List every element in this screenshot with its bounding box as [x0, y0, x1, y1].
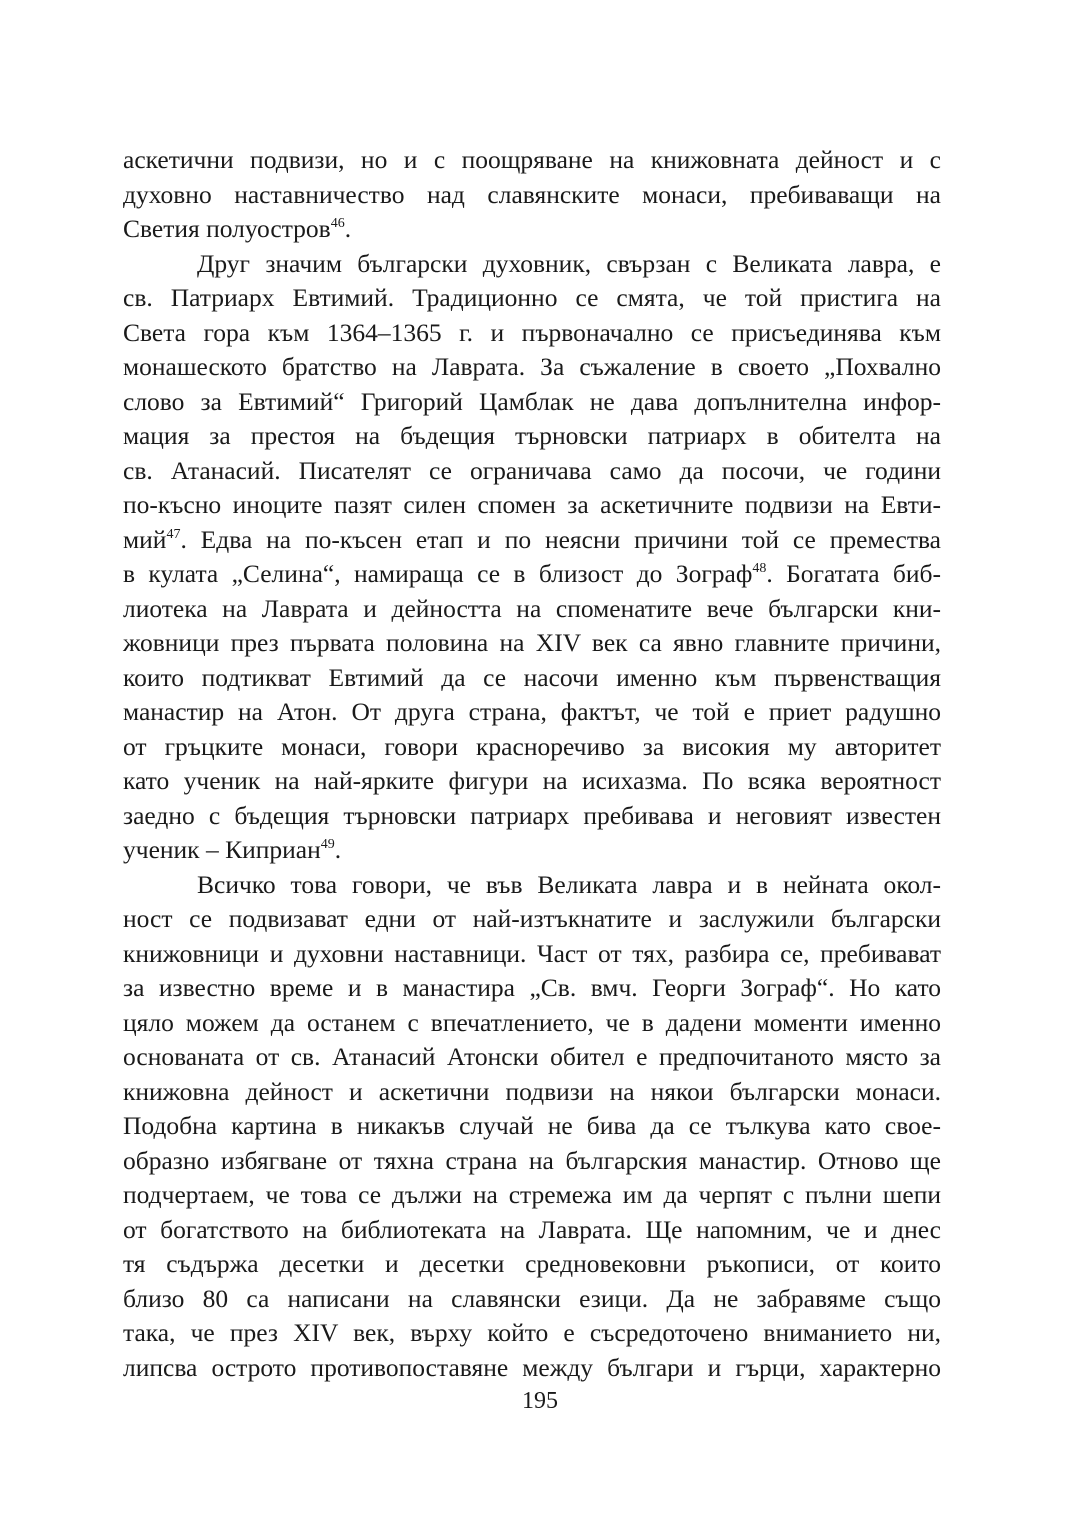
text-line-content: слово за Евтимий“ Григорий Цамблак не дава допълнителна инфор-	[123, 386, 941, 416]
text-line-content: монашеското братство на Лаврата. За съжаление в своето „Похвално	[123, 352, 941, 381]
text-line	[123, 695, 941, 730]
footnote-reference: 47	[166, 526, 181, 542]
text-line	[123, 1282, 941, 1317]
text-line	[123, 557, 941, 592]
text-line	[123, 316, 941, 351]
text-line-content: заедно с бъдещия търновски патриарх пребивава и неговият известен	[123, 800, 941, 830]
text-line	[123, 661, 941, 696]
text-line-content: в кулата „Селина“, намираща се в близост до Зограф	[123, 559, 753, 588]
text-line-content: за известно време и в манастира „Св. вмч. Георги Зограф“. Но като	[123, 973, 941, 1002]
text-line-content: книжовници и духовни наставници. Част от тях, разбира се, пребивават	[123, 938, 941, 968]
text-line-content: Света гора към 1364–1365 г. и първоначално се присъединява към	[123, 317, 941, 347]
text-line	[123, 902, 941, 937]
text-line-content: подчертаем, че това се дължи на стремежа им да черпят с пълни шепи	[123, 1180, 941, 1209]
text-line	[123, 833, 941, 868]
text-line	[123, 1040, 941, 1075]
text-line	[123, 1247, 941, 1282]
body-text	[123, 143, 941, 1385]
text-line	[123, 1006, 941, 1041]
text-line-content: Подобна картина в никакъв случай не бива да се тълкува като свое-	[123, 1111, 941, 1140]
text-line	[123, 626, 941, 661]
text-line-content: близо 80 са написани на славянски езици. Да не забравяме също	[123, 1283, 941, 1313]
text-line	[123, 350, 941, 385]
text-line-content: Всичко това говори, че във Великата лавра и в нейната окол-	[197, 869, 941, 899]
text-line-content: образно избягване от тяхна страна на българския манастир. Отново ще	[123, 1145, 941, 1175]
text-line-content: мация за престоя на бъдещия търновски патриарх в обителта на	[123, 421, 941, 450]
footnote-reference: 49	[320, 837, 335, 852]
text-line-content: от гръцките монаси, говори красноречиво за високия му авторитет	[123, 731, 941, 761]
page-number: 195	[522, 1388, 558, 1414]
text-line	[123, 178, 941, 213]
text-line	[123, 868, 941, 903]
footnote-reference: 48	[752, 561, 767, 576]
text-line	[123, 385, 941, 420]
text-line	[123, 730, 941, 765]
text-line-content: които подтикват Евтимий да се насочи именно към първенстващия	[123, 662, 941, 692]
footnote-reference: 46	[330, 216, 345, 231]
text-line	[123, 937, 941, 972]
text-line-content: от богатството на библиотеката на Лаврата. Ще напомним, че и днес	[123, 1214, 941, 1244]
text-line-content: духовно наставничество над славянските монаси, пребиваващи на	[123, 179, 941, 209]
text-line-content: така, че през XIV век, върху който е съсредоточено вниманието ни,	[123, 1318, 941, 1347]
text-line	[123, 247, 941, 282]
text-line-content: Светия полуостров	[123, 214, 331, 243]
text-line	[123, 799, 941, 834]
text-line	[123, 419, 941, 454]
text-line-tail: . Богатата биб-	[766, 559, 941, 588]
text-line-content: цяло можем да останем с впечатлението, че в дадени моменти именно	[123, 1007, 941, 1037]
text-line-content: ученик – Киприан	[123, 835, 321, 864]
text-line-content: св. Патриарх Евтимий. Традиционно се смята, че той пристига на	[123, 283, 941, 312]
text-line-content: мий	[123, 524, 167, 554]
text-line	[123, 1316, 941, 1351]
text-line-content: книжовна дейност и аскетични подвизи на някои български монаси.	[123, 1076, 941, 1106]
text-line-tail: . Едва на по-късен етап и по неясни причини той се премества	[180, 524, 941, 554]
text-line	[123, 1144, 941, 1179]
text-line	[123, 454, 941, 489]
text-line-content: липсва острото противопоставяне между българи и гърци, характерно	[123, 1352, 941, 1382]
text-line-tail: .	[344, 214, 352, 243]
text-line-content: основаната от св. Атанасий Атонски обител е предпочитаното място за	[123, 1042, 941, 1071]
text-line-content: по-късно иноците пазят силен спомен за аскетичните подвизи на Евти-	[123, 490, 941, 519]
text-line-content: тя съдържа десетки и десетки средновековни ръкописи, от които	[123, 1249, 941, 1278]
text-line	[123, 971, 941, 1006]
text-line	[123, 1075, 941, 1110]
text-line-content: манастир на Атон. От друга страна, фактът, че той е приет радушно	[123, 697, 941, 726]
text-line	[123, 488, 941, 523]
text-line-content: жовници през първата половина на XIV век са явно главните причини,	[123, 628, 941, 657]
text-line-content: св. Атанасий. Писателят се ограничава само да посочи, че години	[123, 455, 941, 485]
text-line-tail: .	[334, 835, 342, 864]
text-line	[123, 212, 941, 247]
text-line	[123, 592, 941, 627]
text-line	[123, 143, 941, 178]
text-line	[123, 764, 941, 799]
text-line	[123, 1109, 941, 1144]
text-line-content: като ученик на най-ярките фигури на исихазма. По всяка вероятност	[123, 766, 941, 795]
text-line	[123, 1213, 941, 1248]
text-line	[123, 1351, 941, 1386]
text-line	[123, 523, 941, 558]
text-line-content: аскетични подвизи, но и с поощряване на книжовната дейност и с	[123, 145, 941, 174]
text-line-content: Друг значим български духовник, свързан с Великата лавра, е	[197, 248, 941, 278]
text-line-content: ност се подвизават едни от най-изтъкнатите и заслужили български	[123, 904, 941, 933]
text-line	[123, 1178, 941, 1213]
text-line-content: лиотека на Лаврата и дейността на споменатите вече български кни-	[123, 593, 941, 623]
text-line	[123, 281, 941, 316]
